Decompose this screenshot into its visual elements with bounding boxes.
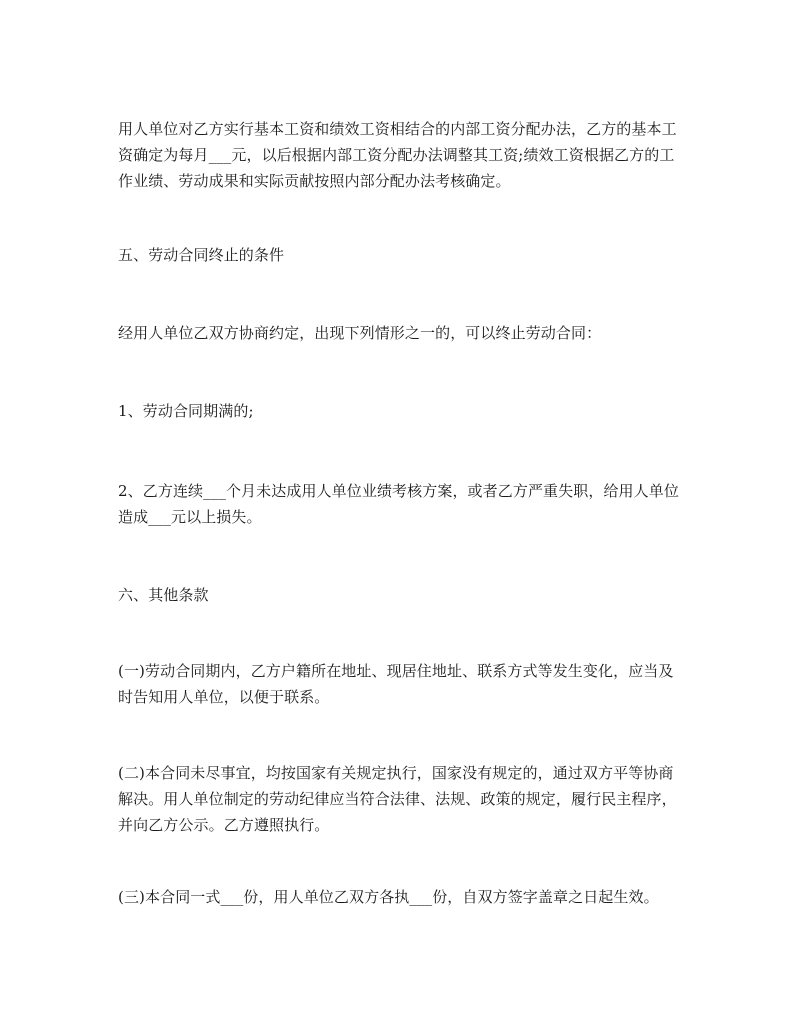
other-term-2: (二)本合同未尽事宜，均按国家有关规定执行，国家没有规定的，通过双方平等协商解决。用人单位制定的劳动纪律应当符合法律、法规、政策的规定，履行民主程序，并向乙方公示。乙方遵照执行。 [118, 764, 677, 834]
termination-item-2: 2、乙方连续___个月未达成用人单位业绩考核方案，或者乙方严重失职，给用人单位造成___元以上损失。 [118, 482, 679, 526]
section-heading-termination: 五、劳动合同终止的条件 [118, 246, 285, 264]
termination-item-1: 1、劳动合同期满的; [118, 402, 254, 420]
salary-clause-paragraph: 用人单位对乙方实行基本工资和绩效工资相结合的内部工资分配办法，乙方的基本工资确定为每月___元，以后根据内部工资分配办法调整其工资;绩效工资根据乙方的工作业绩、劳动成果和实际贡献按照内部分配办法考核确定。 [118, 120, 677, 190]
other-term-3: (三)本合同一式___份，用人单位乙双方各执___份，自双方签字盖章之日起生效。 [118, 888, 659, 906]
termination-intro-paragraph: 经用人单位乙双方协商约定，出现下列情形之一的，可以终止劳动合同： [118, 324, 602, 342]
other-term-1: (一)劳动合同期内，乙方户籍所在地址、现居住地址、联系方式等发生变化，应当及时告知用人单位，以便于联系。 [118, 662, 674, 706]
section-heading-other-terms: 六、其他条款 [118, 586, 209, 604]
